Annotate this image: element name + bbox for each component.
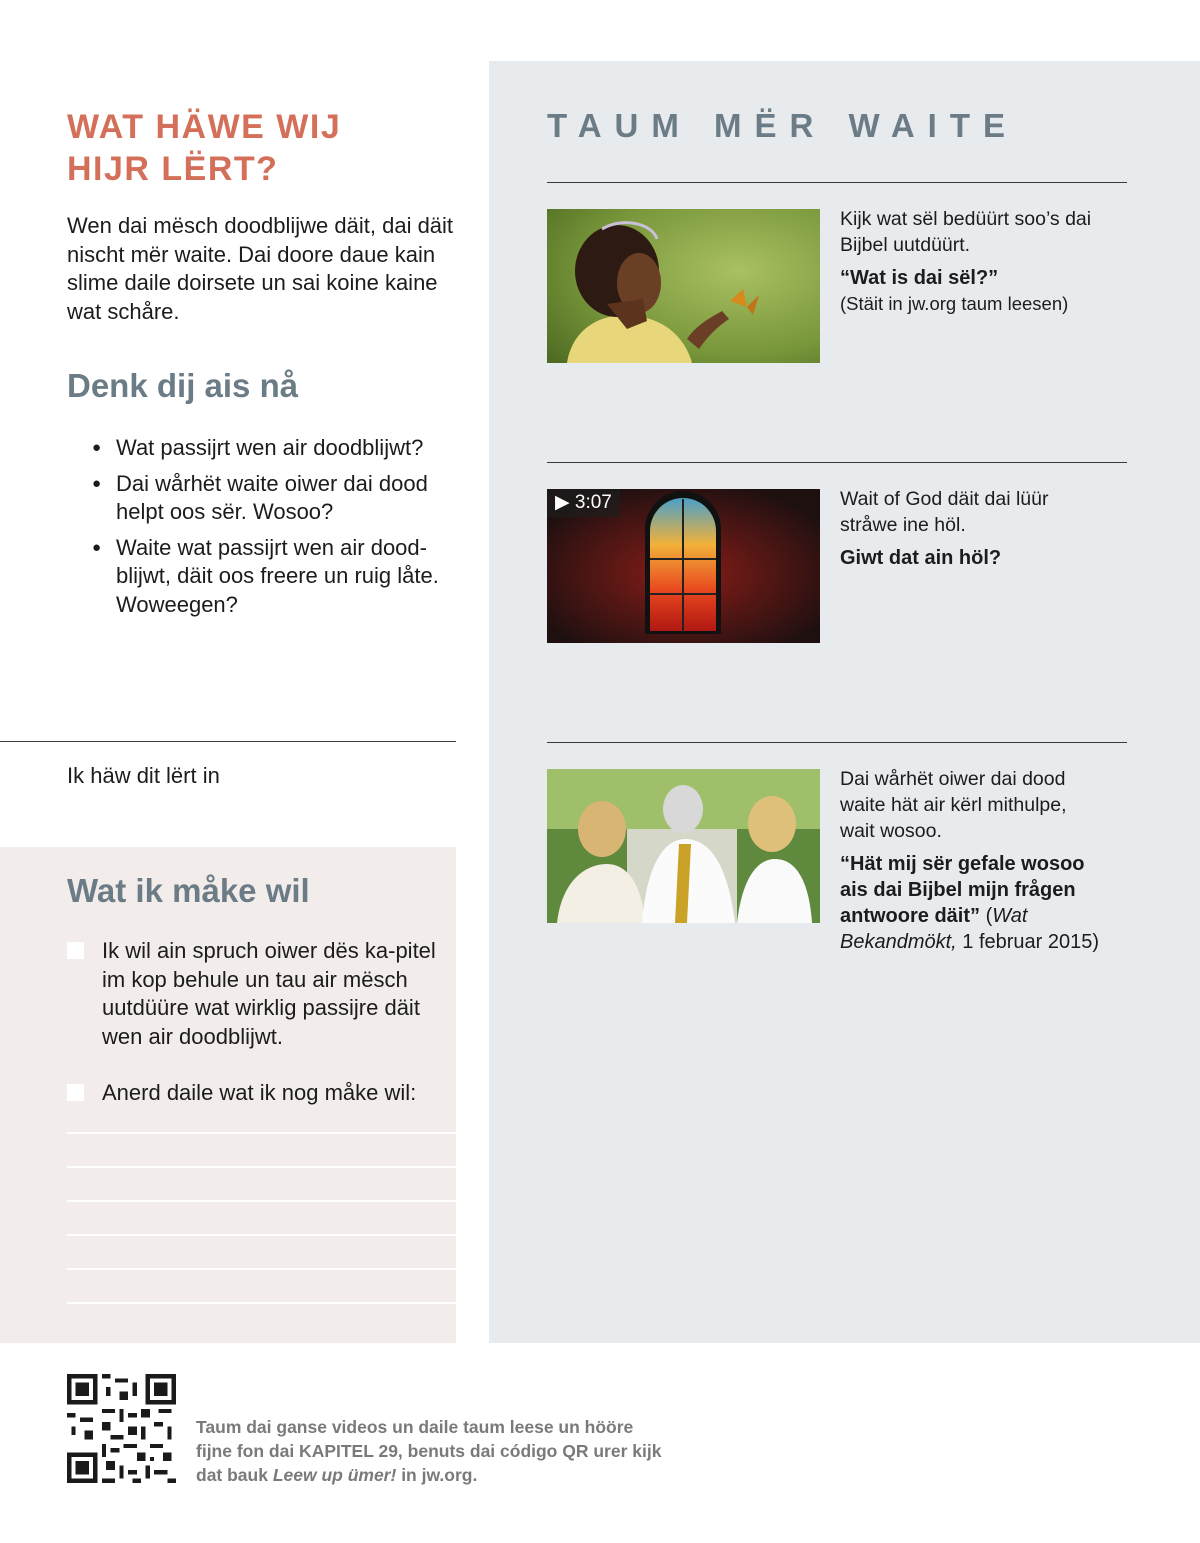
three-people-image[interactable] [547,769,820,923]
item-source: (Stäit in jw.org taum leesen) [840,293,1069,314]
item-description: Dai wårhët oiwer dai dood waite hät air kërl mithulpe, wait wosoo. [840,768,1067,842]
more-item-text [840,486,1100,571]
goal-item [67,937,437,1051]
stained-glass-video-thumbnail[interactable] [547,489,820,643]
writing-line[interactable] [67,1200,456,1202]
more-item-text [840,766,1100,955]
item-reference[interactable]: Giwt dat ain höl? [840,547,1002,569]
review-text: Wen dai mësch doodblijwe däit, dai däit nischt mër waite. Dai doore daue kain slime daile doirsete un sai koine kaine wat schåre. [67,213,454,324]
goal-item [67,1079,437,1108]
footer-book-title[interactable]: Leew up ümer! [272,1465,397,1485]
item-source-title: Wat Bekandmökt, [840,905,1028,953]
goal-text: Anerd daile wat ik nog måke wil: [102,1080,417,1105]
item-reference-title: “Hät mij sër gefale wosoo ais dai Bijbel mijn frågen antwoore däit” [840,853,1085,927]
writing-line[interactable] [67,1268,456,1270]
item-divider [547,742,1127,743]
learned-label: Ik häw dit lërt in [67,763,220,788]
goal-text: Ik wil ain spruch oiwer dës ka-pitel im kop behule un tau air mësch uutdüüre wat wirklig passijre däit wen air doodblijwt. [102,938,436,1049]
writing-line[interactable] [67,1166,456,1168]
item-description: Kijk wat sël bedüürt soo’s dai Bijbel uutdüürt. [840,208,1092,256]
girl-with-butterfly-image[interactable] [547,209,820,363]
think-question: ● Waite wat passijrt wen air dood-blijwt, däit oos freere un ruig låte. Woweegen? [90,534,455,620]
item-description: Wait of God däit dai lüür stråwe ine höl. [840,488,1049,536]
think-question: ● Dai wårhët waite oiwer dai dood helpt oos sër. Wosoo? [90,470,455,527]
goals-title: Wat ik måke wil [67,872,310,909]
item-source-date: 1 februar 2015) [956,931,1100,953]
item-divider [547,182,1127,183]
review-title: WAT HÄWE WIJ HIJR LËRT? [67,108,342,188]
item-reference[interactable] [840,851,1100,955]
footer-note-text: Taum dai ganse videos un daile taum leese un hööre fijne fon dai KAPITEL 29, benuts dai código QR urer kijk dat bauk [196,1417,662,1485]
item-reference[interactable]: “Wat is dai sël?” [840,267,999,289]
more-item-text [840,206,1100,317]
video-duration-badge: ▶ 3:07 [547,489,620,517]
writing-line[interactable] [67,1302,456,1304]
item-divider [547,462,1127,463]
think-question-list [90,434,455,626]
more-title: TAUM MËR WAITE [547,107,1019,144]
section-divider [0,741,456,742]
qr-code-icon[interactable] [67,1374,176,1483]
goal-checkbox[interactable] [67,942,84,959]
footer-note-end: in jw.org. [396,1465,478,1485]
footer-note [196,1415,666,1487]
three-people-illustration [547,769,820,923]
think-question: ● Wat passijrt wen air doodblijwt? [90,434,455,463]
goal-checkbox[interactable] [67,1084,84,1101]
item-source-open: ( [980,905,993,927]
think-title: Denk dij ais nå [67,367,299,404]
girl-with-butterfly-illustration [547,209,820,363]
writing-line[interactable] [67,1132,456,1134]
writing-line[interactable] [67,1234,456,1236]
